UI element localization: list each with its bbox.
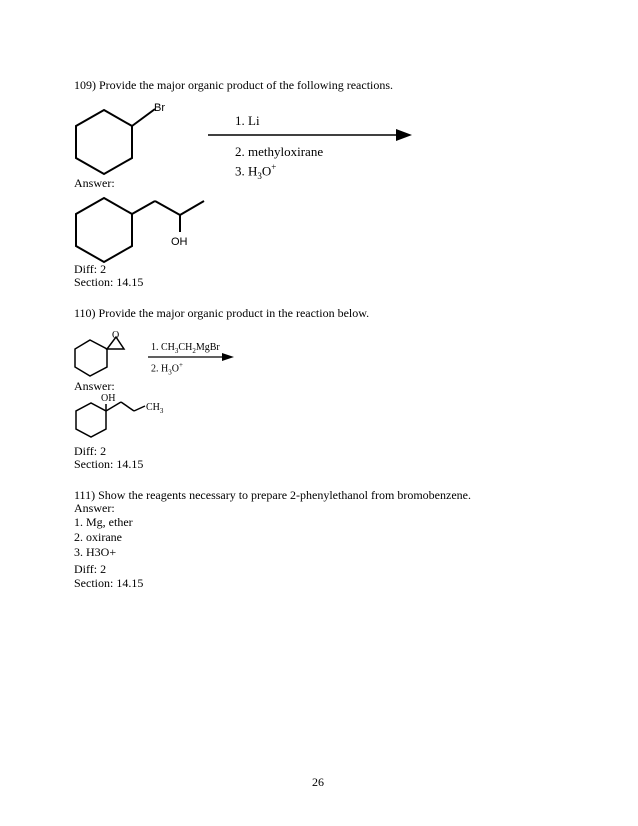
q110-step2-b: O [171,363,179,375]
q109-step3-prefix: 3. H [235,163,258,179]
q111-diff: Diff: 2 [74,562,107,576]
q110-step2-sup: + [178,361,183,369]
q110-step1-c: MgBr [195,342,220,353]
q110-product-ch3-sub: 3 [159,407,164,415]
q110-step1-sub2: 2 [192,347,196,355]
q110-reactant-structure [74,330,144,380]
q110-step2-sub: 3 [168,368,172,377]
q109-step1: 1. Li [235,113,260,128]
q110-product-ch3-label [146,402,164,415]
q110-step1-a: 1. CH [151,342,175,353]
q111-answer-line-1: 1. Mg, ether [74,515,133,529]
q110-step1-b: CH [178,342,193,353]
q110-product-ch3-main: CH [146,402,160,413]
q109-step3-sup: + [271,162,277,172]
q109-product-oh-label: OH [171,236,188,248]
q109-step3-sub: 3 [257,170,262,181]
q111-answer-line-2: 2. oxirane [74,530,122,544]
q110-epoxide-oxygen-label: O [112,330,120,341]
q110-product-structure [74,392,174,442]
q109-reactant-structure [70,100,180,180]
q110-step1-sub1: 3 [174,347,179,355]
q109-step3 [235,160,276,183]
q110-prompt: 110) Provide the major organic product in the reaction below. [74,306,370,320]
q111-answer-label: Answer: [74,501,115,515]
q110-step2 [151,360,183,378]
q110-diff: Diff: 2 [74,444,107,458]
q110-step2-a: 2. H [151,363,169,375]
page-number: 26 [312,775,324,789]
q111-section: Section: 14.15 [74,576,144,590]
q109-reaction-arrow [208,128,413,142]
q109-prompt: 109) Provide the major organic product of the following reactions. [74,78,394,92]
q109-diff: Diff: 2 [74,262,107,276]
q111-answer-line-3: 3. H3O+ [74,545,117,559]
q109-step2: 2. methyloxirane [235,144,324,159]
q111-prompt: 111) Show the reagents necessary to prepare 2-phenylethanol from bromobenzene. [74,488,471,502]
q109-section: Section: 14.15 [74,275,144,289]
q110-answer-label: Answer: [74,379,115,393]
q109-product-structure [70,188,230,268]
q109-step3-main: O [261,163,272,179]
q110-section: Section: 14.15 [74,457,144,471]
q109-answer-label: Answer: [74,176,115,190]
q110-product-oh-label: OH [101,393,116,404]
bromine-label: Br [154,102,165,114]
